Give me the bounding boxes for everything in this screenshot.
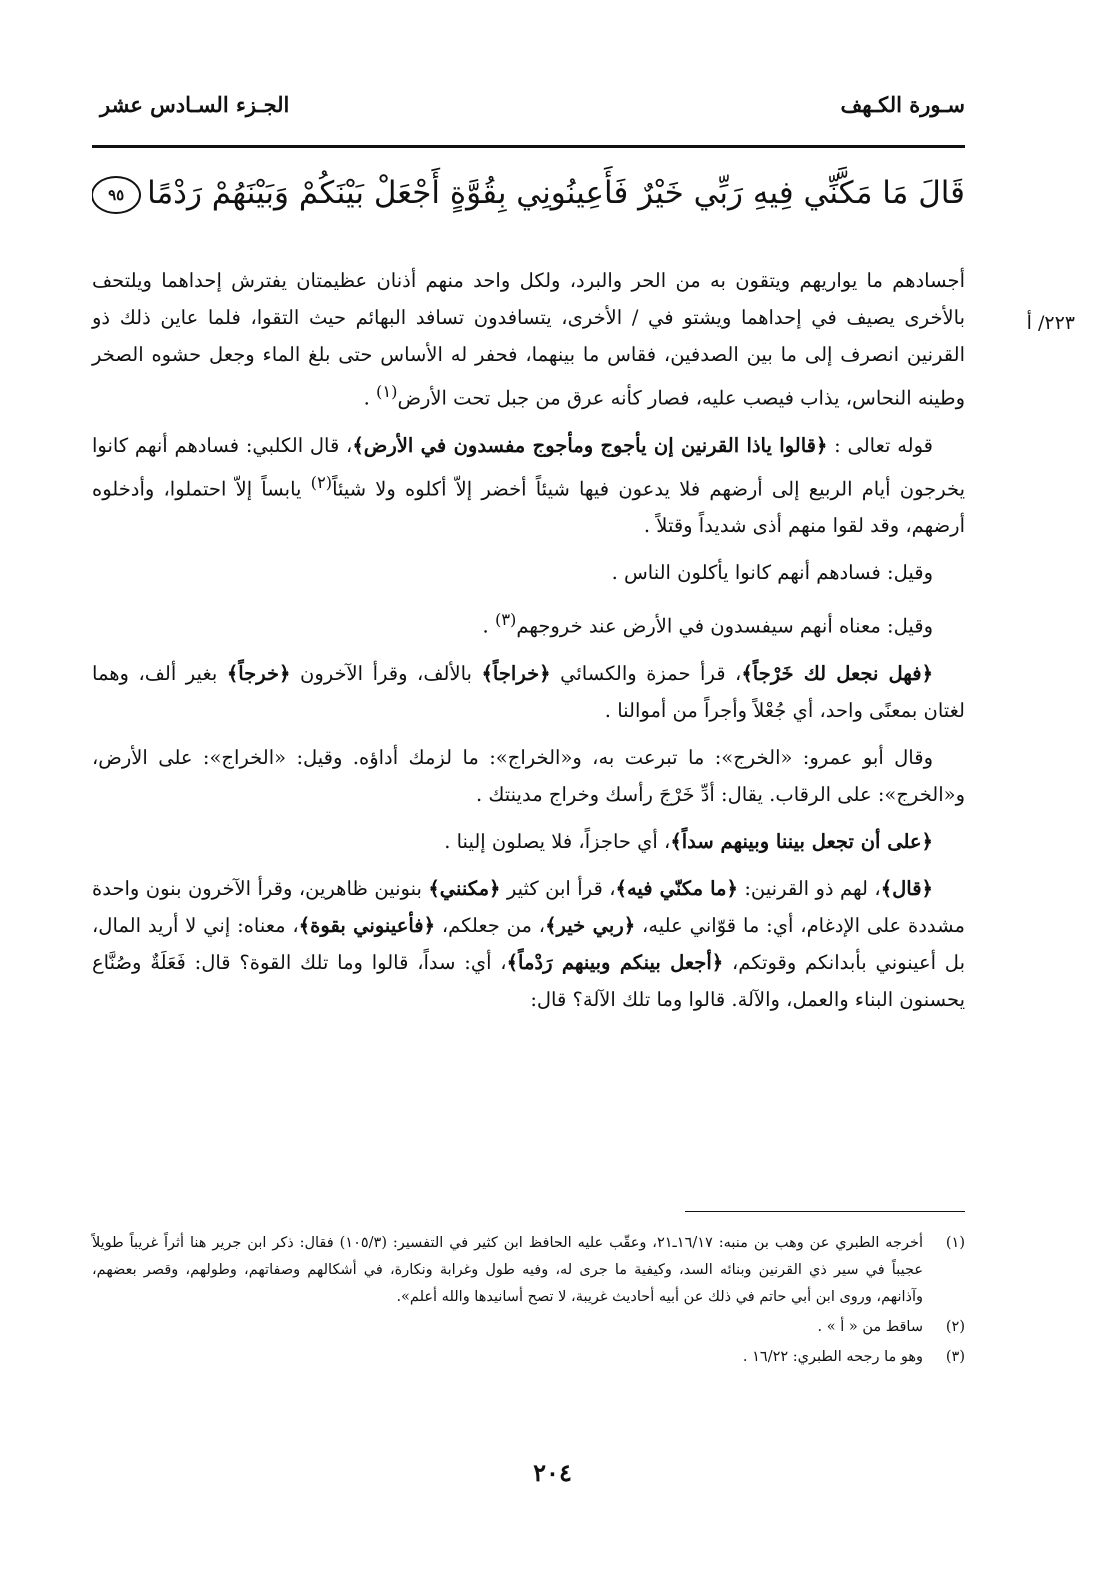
footnote-2 [92,1314,965,1341]
quran-quote: ﴿فهل نجعل لك خَرْجاً﴾ [741,661,934,685]
footnote-ref-2: (٢) [310,472,333,492]
verse-text: قَالَ مَا مَكَّنِّي فِيهِ رَبِّي خَيْرٌ فَأَعِينُونِي بِقُوَّةٍ أَجْعَلْ بَيْنَكُمْ وَبَيْنَهُمْ رَدْمًا [147,175,965,211]
verse-number: ٩٥ [108,185,125,204]
paragraph-4: وقيل: معناه أنهم سيفسدون في الأرض عند خروجهم$^{(٣)}$ . [482,610,933,638]
footnote-text: ساقط من « أ » . [817,1319,923,1335]
paragraph-5: ﴿فهل نجعل لك خَرْجاً﴾، قرأ حمزة والكسائي ﴿خراجاً﴾ بالألف، وقرأ الآخرون ﴿خرجاً﴾ بغير ألف، وهما لغتان بمعنًى واحد، أي جُعْلاً وأجراً من أموالنا . [92,661,965,722]
running-header [100,92,965,132]
surah-title: سـورة الكـهف [840,92,965,117]
footnote-ref-3: (٣) [494,610,517,629]
quran-quote: ﴿فأعينوني بقوة﴾ [298,913,436,937]
paragraph-8: ﴿قال﴾، لهم ذو القرنين: ﴿ما مكنّي فيه﴾، قرأ ابن كثير ﴿مكنني﴾ بنونين ظاهرين، وقرأ الآخرون بنون واحدة مشددة على الإدغام، أي: ما قوّاني عليه، ﴿ربي خير﴾، من جعلكم، ﴿فأعينوني بقوة﴾، معناه: إني لا أريد المال، بل أعينوني بأبدانكم وقوتكم، ﴿أجعل بينكم وبينهم رَدْماً﴾، أي: سداً، قالوا وما تلك القوة؟ قال: فَعَلَةٌ وصُنَّاع يحسنون البناء والعمل، والآلة. قالوا وما تلك الآلة؟ قال: [92,876,966,1011]
paragraph-6: وقال أبو عمرو: «الخرج»: ما تبرعت به، و«الخراج»: ما لزمك أداؤه. وقيل: «الخراج»: على الأرض، و«الخرج»: على الرقاب. يقال: أدِّ خَرْجَ رأسك وخراج مدينتك . [92,745,965,806]
quran-quote: ﴿أجعل بينكم وبينهم رَدْماً﴾ [506,950,724,974]
quran-verse [92,158,965,228]
quran-quote: ﴿خراجاً﴾ [481,661,551,685]
main-text [92,262,965,1028]
footnote-separator [685,1211,965,1212]
footnotes [92,1230,965,1374]
header-rule [92,145,965,148]
footnote-text: وهو ما رجحه الطبري: ١٦/٢٢ . [742,1349,923,1365]
juz-title: الجـزء السـادس عشر [100,92,290,117]
quran-quote: ﴿على أن تجعل بيننا وبينهم سداً﴾ [670,829,933,853]
footnote-number: (١) [945,1235,965,1251]
quran-quote: ﴿ربي خير﴾ [545,913,636,937]
verse-number-ornament [92,176,141,214]
quran-quote: ﴿قالوا ياذا القرنين إن يأجوج ومأجوج مفسدون في الأرض﴾ [352,433,828,457]
quran-quote: ﴿خرجاً﴾ [226,661,291,685]
paragraph-3: وقيل: فسادهم أنهم كانوا يأكلون الناس . [611,561,933,584]
footnote-number: (٣) [945,1349,965,1365]
footnote-1 [92,1230,965,1311]
footnote-number: (٢) [945,1319,965,1335]
paragraph-2: قوله تعالى : ﴿قالوا ياذا القرنين إن يأجوج ومأجوج مفسدون في الأرض﴾، قال الكلبي: فسادهم أنهم كانوا يخرجون أيام الربيع إلى أرضهم فلا يدعون فيها شيئاً أخضر إلاّ أكلوه ولا شيئاً$^{(٢)}$ يابساً إلاّ احتملوا، وأدخلوه أرضهم، وقد لقوا منهم أذى شديداً وقتلاً . [92,433,965,537]
quran-quote: ﴿ما مكنّي فيه﴾ [615,876,738,900]
quran-quote: ﴿مكنني﴾ [428,876,501,900]
paragraph-7: ﴿على أن تجعل بيننا وبينهم سداً﴾، أي حاجزاً، فلا يصلون إلينا . [444,829,933,853]
footnote-text: أخرجه الطبري عن وهب بن منبه: ١٦/١٧ـ٢١، وعقّب عليه الحافظ ابن كثير في التفسير: (١٠٥/٣) فقال: ذكر ابن جرير هنا أثراً غريباً طويلاً عجيباً في سير ذي القرنين وبنائه السد، وكيفية ما جرى له، وفيه طول وغرابة ونكارة، في أشكالهم وصفاتهم، وطولهم، وقصر بعضهم، وآذانهم، وروى ابن أبي حاتم في ذلك عن أبيه أحاديث غريبة، لا تصح أسانيدها والله أعلم». [92,1235,923,1305]
footnote-ref-1: (١) [376,382,398,401]
paragraph-1: أجسادهم ما يواريهم ويتقون به من الحر والبرد، ولكل واحد منهم أذنان عظيمتان يفترش إحداهما ويلتحف بالأخرى يصيف في إحداهما ويشتو في / الأخرى، يتسافدون تسافد البهائم حيث التقوا، فلما عاين ذلك ذو القرنين انصرف إلى ما بين الصدفين، فقاس ما بينهما، فحفر له الأساس حتى بلغ الماء وجعل حشوه الصخر وطينه النحاس، يذاب فيصب عليه، فصار كأنه عرق من جبل تحت الأرض$^{(١)}$ . [92,269,965,410]
footnote-3 [92,1344,965,1371]
manuscript-folio-marker: ٢٢٣/ أ [1026,312,1075,334]
page-number: ٢٠٤ [533,1458,572,1487]
quran-quote: ﴿قال﴾ [880,876,933,900]
